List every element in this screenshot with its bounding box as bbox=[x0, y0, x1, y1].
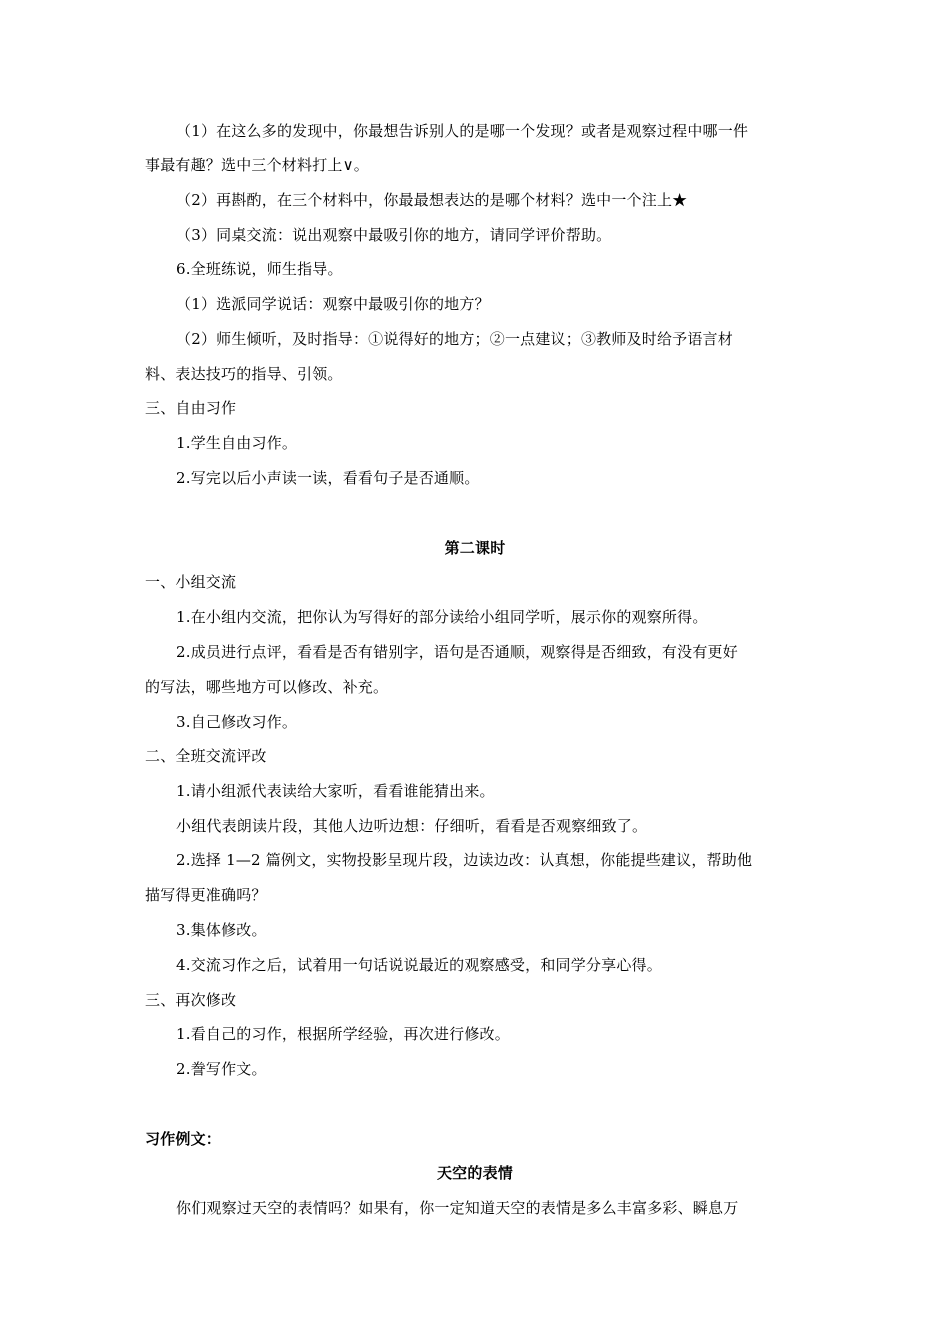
paragraph-line: （2）再斟酌，在三个材料中，你最最想表达的是哪个材料？选中一个注上★ bbox=[176, 191, 688, 209]
paragraph-line: 2.誊写作文。 bbox=[176, 1060, 267, 1078]
paragraph-line: 的写法，哪些地方可以修改、补充。 bbox=[145, 678, 389, 696]
paragraph-line: 事最有趣？选中三个材料打上∨。 bbox=[145, 156, 369, 174]
section-title: 二、全班交流评改 bbox=[145, 747, 267, 765]
section-title: 三、再次修改 bbox=[145, 991, 237, 1009]
paragraph-line: 1.在小组内交流，把你认为写得好的部分读给小组同学听，展示你的观察所得。 bbox=[176, 608, 708, 626]
paragraph-line: 描写得更准确吗？ bbox=[145, 886, 267, 904]
paragraph-line: 2.选择 1—2 篇例文，实物投影呈现片段，边读边改：认真想，你能提些建议，帮助他 bbox=[176, 851, 753, 869]
paragraph-line: （1）选派同学说话：观察中最吸引你的地方？ bbox=[176, 295, 490, 313]
paragraph-line: 2.成员进行点评，看看是否有错别字，语句是否通顺，观察得是否细致，有没有更好 bbox=[176, 643, 738, 661]
paragraph-line: 6.全班练说，师生指导。 bbox=[176, 260, 343, 278]
section-title: 三、自由习作 bbox=[145, 399, 237, 417]
paragraph-line: 1.学生自由习作。 bbox=[176, 434, 298, 452]
paragraph-line: 你们观察过天空的表情吗？如果有，你一定知道天空的表情是多么丰富多彩、瞬息万 bbox=[176, 1199, 739, 1217]
paragraph-line: 3.集体修改。 bbox=[176, 921, 267, 939]
section-title: 一、小组交流 bbox=[145, 573, 237, 591]
paragraph-line: （3）同桌交流：说出观察中最吸引你的地方，请同学评价帮助。 bbox=[176, 226, 612, 244]
paragraph-line: 4.交流习作之后，试着用一句话说说最近的观察感受，和同学分享心得。 bbox=[176, 956, 662, 974]
paragraph-line: 3.自己修改习作。 bbox=[176, 713, 298, 731]
example-title: 天空的表情 bbox=[436, 1164, 513, 1182]
paragraph-line: 1.看自己的习作，根据所学经验，再次进行修改。 bbox=[176, 1025, 510, 1043]
paragraph-line: （1）在这么多的发现中，你最想告诉别人的是哪一个发现？或者是观察过程中哪一件 bbox=[176, 122, 749, 140]
paragraph-line: 1.请小组派代表读给大家听，看看谁能猜出来。 bbox=[176, 782, 495, 800]
paragraph-line: （2）师生倾听，及时指导：①说得好的地方；②一点建议；③教师及时给予语言材 bbox=[176, 330, 733, 348]
paragraph-line: 2.写完以后小声读一读，看看句子是否通顺。 bbox=[176, 469, 480, 487]
lesson-heading: 第二课时 bbox=[444, 539, 506, 557]
example-label: 习作例文： bbox=[145, 1130, 222, 1148]
paragraph-line: 料、表达技巧的指导、引领。 bbox=[145, 365, 343, 383]
paragraph-line: 小组代表朗读片段，其他人边听边想：仔细听，看看是否观察细致了。 bbox=[176, 817, 648, 835]
